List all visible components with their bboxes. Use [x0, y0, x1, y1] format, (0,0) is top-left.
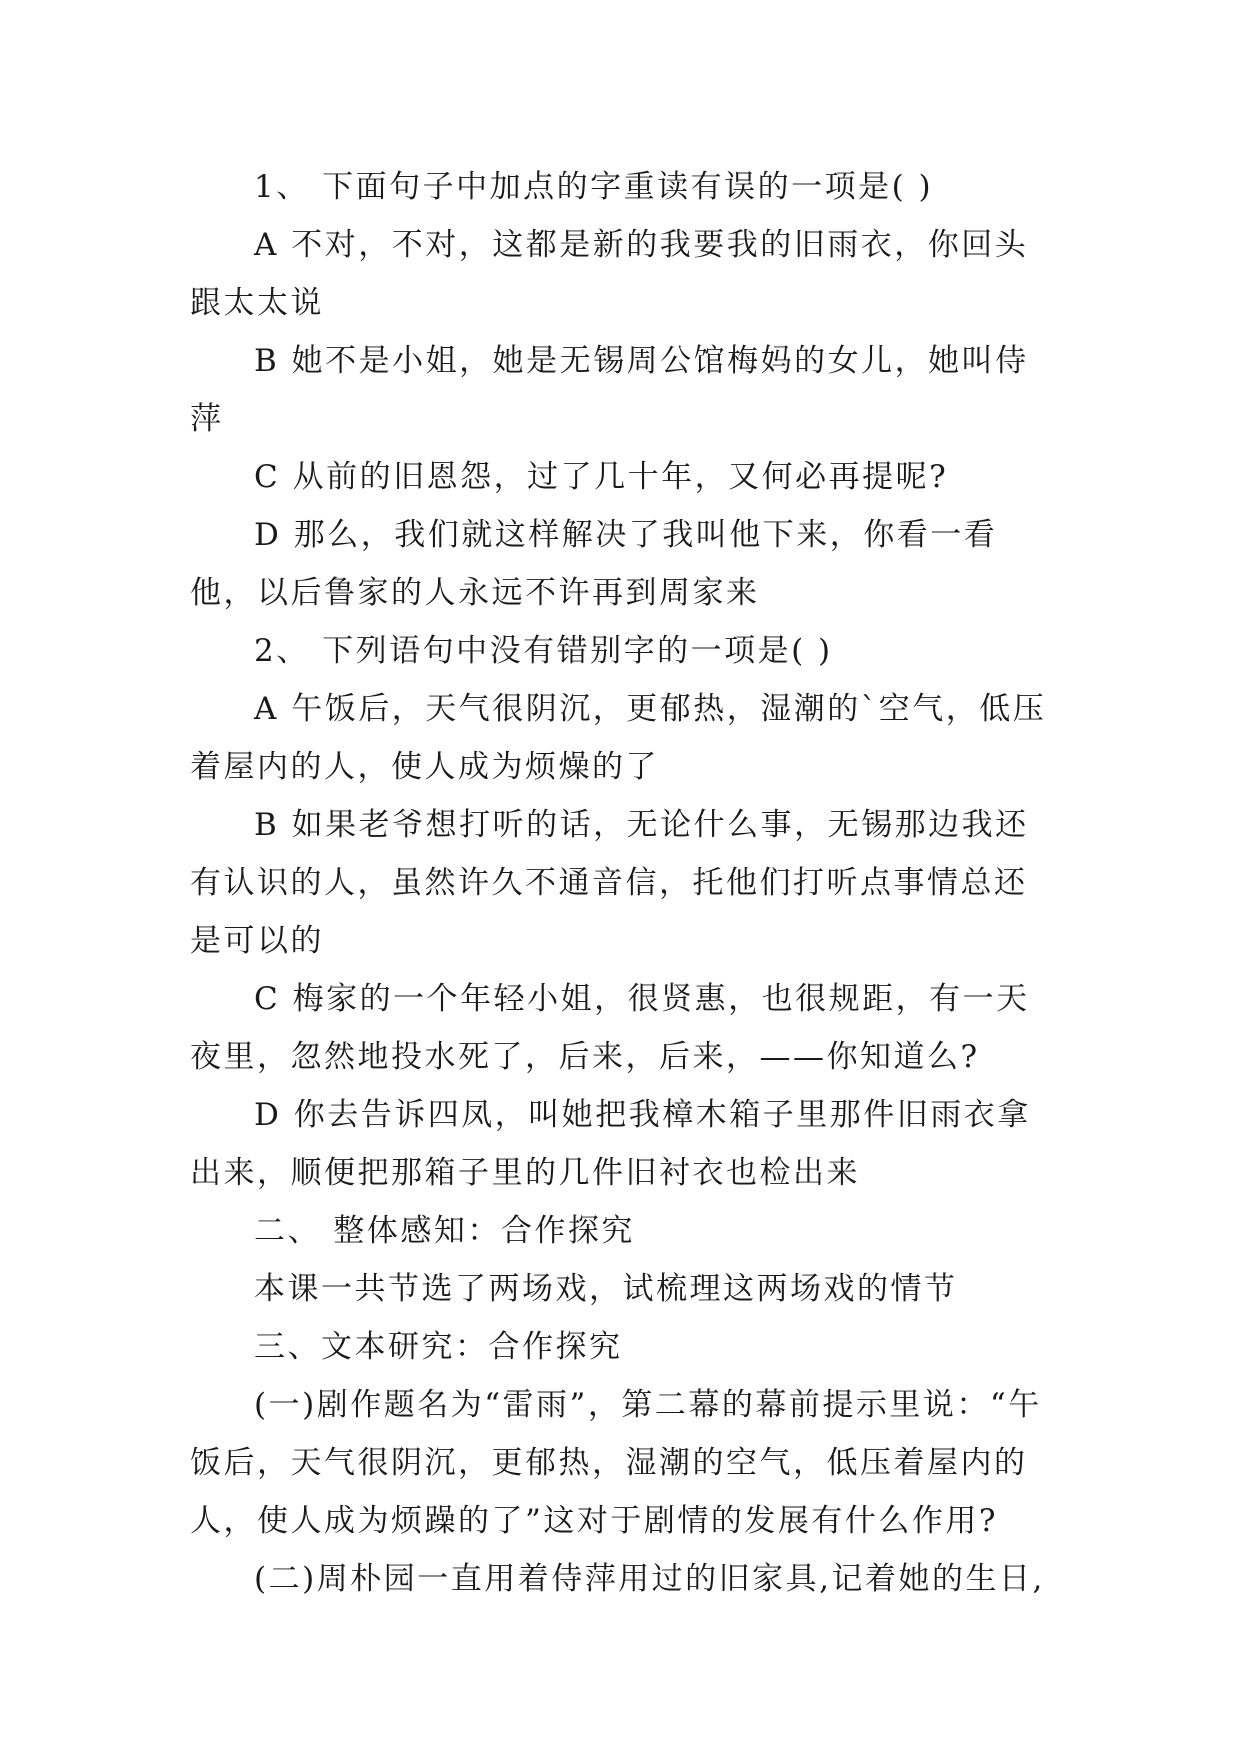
section-3-question-1: (一)剧作题名为“雷雨”，第二幕的幕前提示里说：“午饭后，天气很阴沉，更郁热，湿潮的空气，低压着屋内的人，使人成为烦躁的了”这对于剧情的发展有什么作用?	[190, 1387, 1042, 1539]
section-2-heading: 二、 整体感知：合作探究	[254, 1213, 635, 1249]
question-2-option-c: C 梅家的一个年轻小姐，很贤惠，也很规距，有一天夜里，忽然地投水死了，后来，后来，——你知道么?	[190, 981, 1030, 1075]
question-1-option-a: A 不对，不对，这都是新的我要我的旧雨衣，你回头跟太太说	[190, 227, 1029, 321]
section-3-heading: 三、文本研究：合作探究	[254, 1329, 623, 1365]
question-1-option-c: C 从前的旧恩怨，过了几十年，又何必再提呢?	[254, 459, 949, 495]
question-2-heading: 2、 下列语句中没有错别字的一项是( )	[254, 633, 833, 669]
question-1-option-d: D 那么，我们就这样解决了我叫他下来，你看一看他，以后鲁家的人永远不许再到周家来	[190, 517, 998, 611]
section-2-task: 本课一共节选了两场戏，试梳理这两场戏的情节	[254, 1271, 958, 1307]
question-2-option-a: A 午饭后，天气很阴沉，更郁热，湿潮的`空气，低压着屋内的人，使人成为烦燥的了	[190, 691, 1047, 785]
question-1-heading: 1、 下面句子中加点的字重读有误的一项是( )	[254, 169, 934, 205]
document-body	[190, 158, 1050, 1608]
question-2-option-d: D 你去告诉四凤，叫她把我樟木箱子里那件旧雨衣拿出来，顺便把那箱子里的几件旧衬衣也检出来	[190, 1097, 1031, 1191]
question-1-option-b: B 她不是小姐，她是无锡周公馆梅妈的女儿，她叫侍萍	[190, 343, 1029, 437]
question-2-option-b: B 如果老爷想打听的话，无论什么事，无锡那边我还有认识的人，虽然许久不通音信，托他们打听点事情总还是可以的	[190, 807, 1029, 959]
section-3-question-2: (二)周朴园一直用着侍萍用过的旧家具,记着她的生日,	[254, 1561, 1045, 1597]
